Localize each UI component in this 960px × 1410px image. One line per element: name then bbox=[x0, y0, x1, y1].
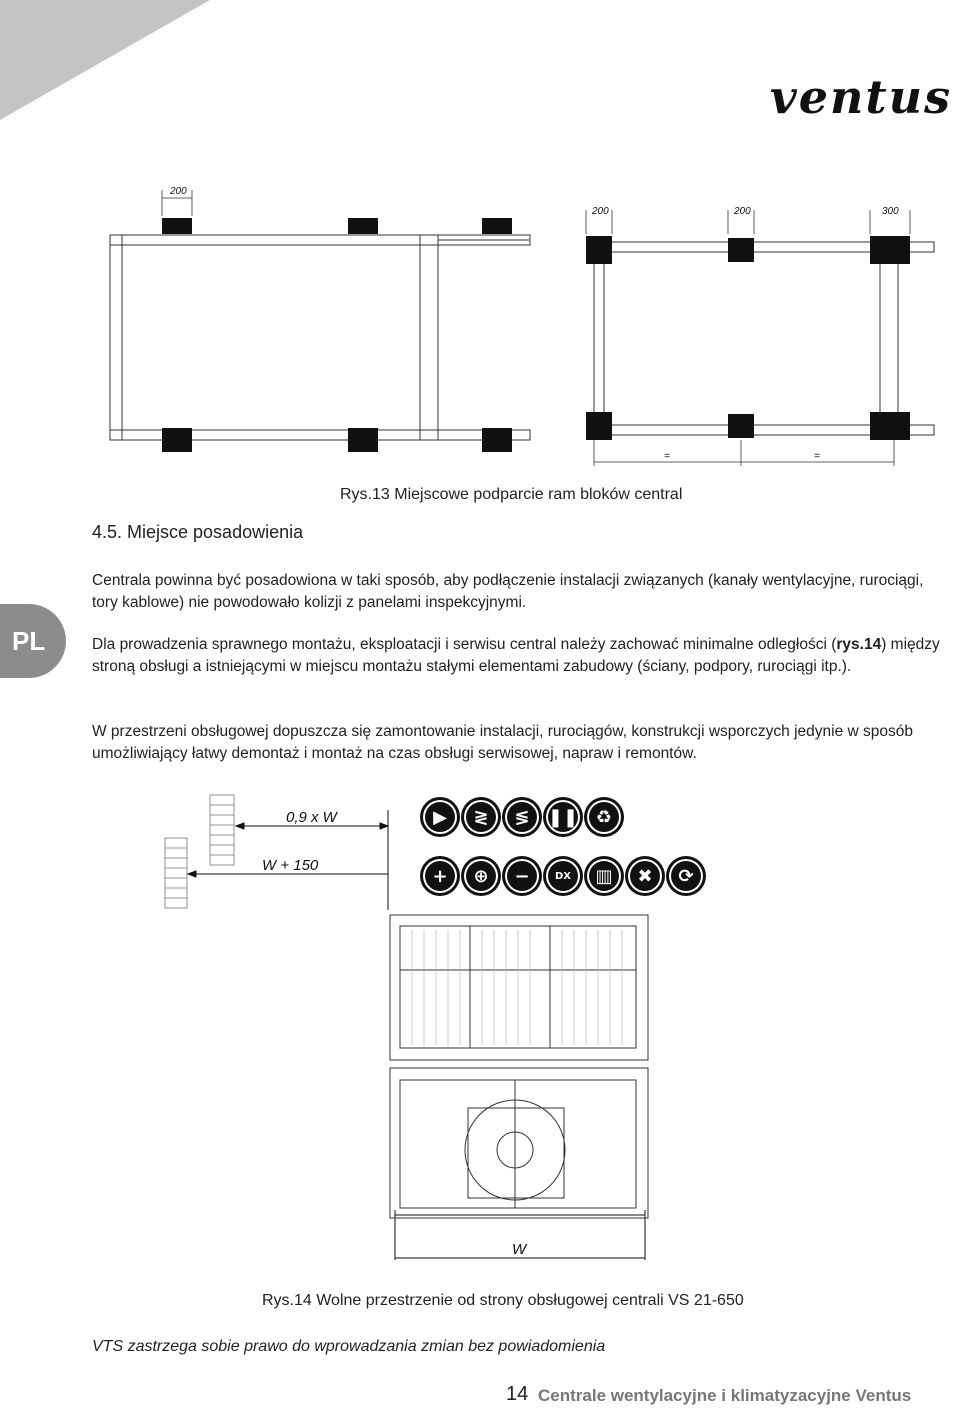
pause-icon: ❚❚ bbox=[546, 800, 580, 834]
play-icon: ▶ bbox=[423, 800, 457, 834]
paragraph-3: W przestrzeni obsługowej dopuszcza się zamontowanie instalacji, rurociągów, konstrukcji wsporczych jedynie w sposób umożliwiający łatwy demontaż i montaż na czas obsługi serwisowej, napraw i remontów. bbox=[92, 723, 914, 762]
minus-icon: − bbox=[505, 859, 539, 893]
recycle-icon: ♻ bbox=[587, 800, 621, 834]
paragraph-2-text-b: ) między stroną obsługi a istniejącymi w miejscu montażu stałymi elementami zabudowy (ściany, podpory, rurociągi itp.). bbox=[92, 636, 940, 675]
corner-decoration bbox=[0, 0, 220, 130]
filter-icon: ▥ bbox=[587, 859, 621, 893]
figure-13-caption: Rys.13 Miejscowe podparcie ram bloków central bbox=[340, 486, 683, 503]
paragraph-2 bbox=[92, 634, 952, 678]
double-chevron-icon: ≶ bbox=[505, 800, 539, 834]
footer-title: Centrale wentylacyjne i klimatyzacyjne Ventus bbox=[538, 1386, 912, 1405]
cross-icon: ✖ bbox=[628, 859, 662, 893]
label-09w: 0,9 x W bbox=[286, 809, 337, 826]
figure-14-service-clearance-diagram bbox=[150, 790, 670, 1270]
language-tab-pl: PL bbox=[0, 604, 66, 678]
dx-icon: DX bbox=[546, 859, 580, 893]
dim-right-200-a: 200 bbox=[592, 206, 609, 217]
equal-mark-2: = bbox=[814, 451, 820, 462]
page-number: 14 bbox=[506, 1383, 529, 1405]
chevron-icon: ≷ bbox=[464, 800, 498, 834]
paragraph-1: Centrala powinna być posadowiona w taki sposób, aby podłączenie instalacji związanych (kanały wentylacyjne, rurociągi, tory kablowe) nie powodowało kolizji z panelami inspekcyjnymi. bbox=[92, 572, 924, 611]
heater-icon: ⊕ bbox=[464, 859, 498, 893]
paragraph-2-text-a: Dla prowadzenia sprawnego montażu, eksploatacji i serwisu central należy zachować minimalne odległości ( bbox=[92, 636, 837, 653]
section-heading: 4.5. Miejsce posadowienia bbox=[92, 522, 304, 542]
label-w: W bbox=[512, 1241, 527, 1258]
label-w150: W + 150 bbox=[262, 857, 319, 874]
plus-icon: + bbox=[423, 859, 457, 893]
dim-left-200: 200 bbox=[170, 186, 187, 197]
rotate-icon: ⟳ bbox=[669, 859, 703, 893]
paragraph-2-ref: rys.14 bbox=[836, 636, 882, 653]
dim-right-300: 300 bbox=[882, 206, 899, 217]
dim-right-200-b: 200 bbox=[734, 206, 751, 217]
figure-14-caption: Rys.14 Wolne przestrzenie od strony obsługowej centrali VS 21-650 bbox=[262, 1292, 744, 1309]
ventus-logo: ventus bbox=[769, 70, 952, 124]
footer-notice: VTS zastrzega sobie prawo do wprowadzania zmian bez powiadomienia bbox=[92, 1338, 606, 1355]
figure-13-frame-support-diagram bbox=[100, 180, 950, 470]
equal-mark-1: = bbox=[664, 451, 670, 462]
